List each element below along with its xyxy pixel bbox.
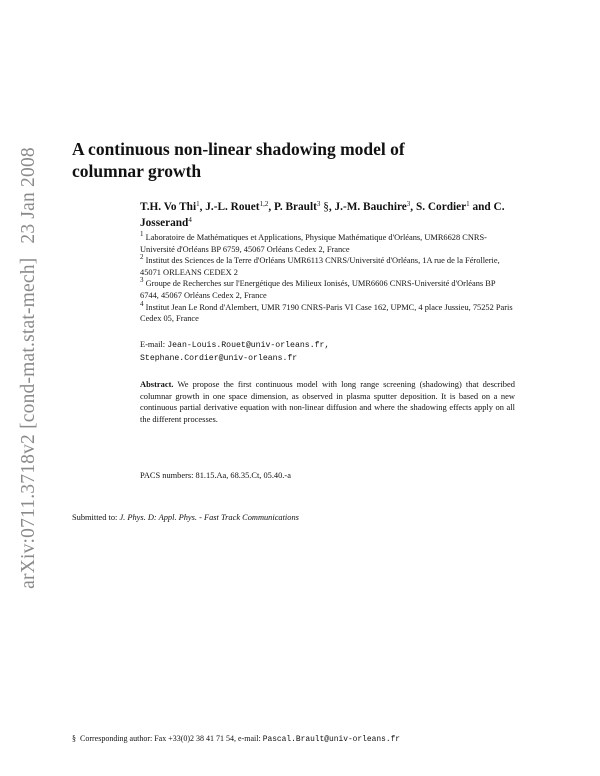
affiliation: $^2$ Institut des Sciences de la Terre d'Orléans UMR6113 CNRS/Université d'Orléans, 1A rue de la Férollerie, 45071 ORLEANS CEDEX 2 [140,253,500,277]
affiliation-list [140,232,515,325]
paper-title [72,138,492,182]
pacs-numbers: PACS numbers: 81.15.Aa, 68.35.Ct, 05.40.-a [140,471,291,480]
email-link[interactable]: Jean-Louis.Rouet@univ-orleans.fr, [167,341,330,350]
submitted-label: Submitted to: [72,513,118,522]
abstract-label: Abstract. [140,379,174,389]
footnote [72,734,532,745]
corresponding-author-mark: § [323,201,329,213]
arxiv-stamp-text [18,147,40,589]
title-line-2: columnar growth [72,161,202,181]
author-name: S. Cordier [415,201,467,213]
title-line-1: A continuous non-linear shadowing model of [72,139,405,159]
affiliation: $^3$ Groupe de Recherches sur l'Energétique des Milieux Ionisés, UMR6606 CNRS-Université d'Orléans BP 6744, 45067 Orléans Cedex 2, France [140,276,496,300]
footnote-mark: § [72,734,76,743]
arxiv-date: 23 Jan 2008 [18,147,39,244]
author-affiliation-mark: 4 [188,216,192,224]
author-name: J.-M. Bauchire [334,201,407,213]
author-list: T.H. Vo Thi$^1$, J.-L. Rouet$^{1,2}$, P. Brault$^3$ §, J.-M. Bauchire$^3$, S. Cordier$^1$ and C. Josserand$^4$ [140,200,505,229]
author-name: T.H. Vo Thi [140,201,197,213]
author-affiliation-mark: 3 [406,200,411,208]
author-name: C. Josserand [140,201,505,229]
email-block [140,339,515,364]
author-name: P. Brault [273,201,317,213]
affiliation: $^1$ Laboratoire de Mathématiques et Applications, Physique Mathématique d'Orléans, UMR6628 CNRS-Université d'Orléans BP 6759, 45067 Orléans Cedex 2, France [140,230,487,254]
submitted-to [72,512,532,523]
author-affiliation-mark: 3 [316,200,321,208]
journal-name: J. Phys. D: Appl. Phys. - Fast Track Communications [119,513,299,522]
affiliation: $^4$ Institut Jean Le Rond d'Alembert, UMR 7190 CNRS-Paris VI Case 162, UPMC, 4 place Jussieu, 75252 Paris Cedex 05, France [140,299,513,324]
author-affiliation-mark: 1 [196,200,200,208]
author-affiliation-mark: 1 [466,200,470,208]
abstract-text: We propose the first continuous model with long range screening (shadowing) that described columnar growth in one space dimension, as observed in plasma sputter deposition. It is based on a new continuous partial derivative equation with non-linear diffusion and where the shadowing effects apply on all the different processes. [140,379,515,425]
email-label: E-mail: [140,340,166,349]
corresponding-email-link[interactable]: Pascal.Brault@univ-orleans.fr [262,735,401,744]
email-link[interactable]: Stephane.Cordier@univ-orleans.fr [140,353,298,363]
author-affiliation-mark: 1,2 [259,200,269,208]
footnote-text: Corresponding author: Fax +33(0)2 38 41 71 54, e-mail: [80,734,261,743]
author-name: J.-L. Rouet [205,201,260,213]
arxiv-identifier: arXiv:0711.3718v2 [18,433,39,589]
arxiv-stamp [14,148,44,588]
abstract [140,379,515,426]
arxiv-category: [cond-mat.stat-mech] [18,257,39,429]
